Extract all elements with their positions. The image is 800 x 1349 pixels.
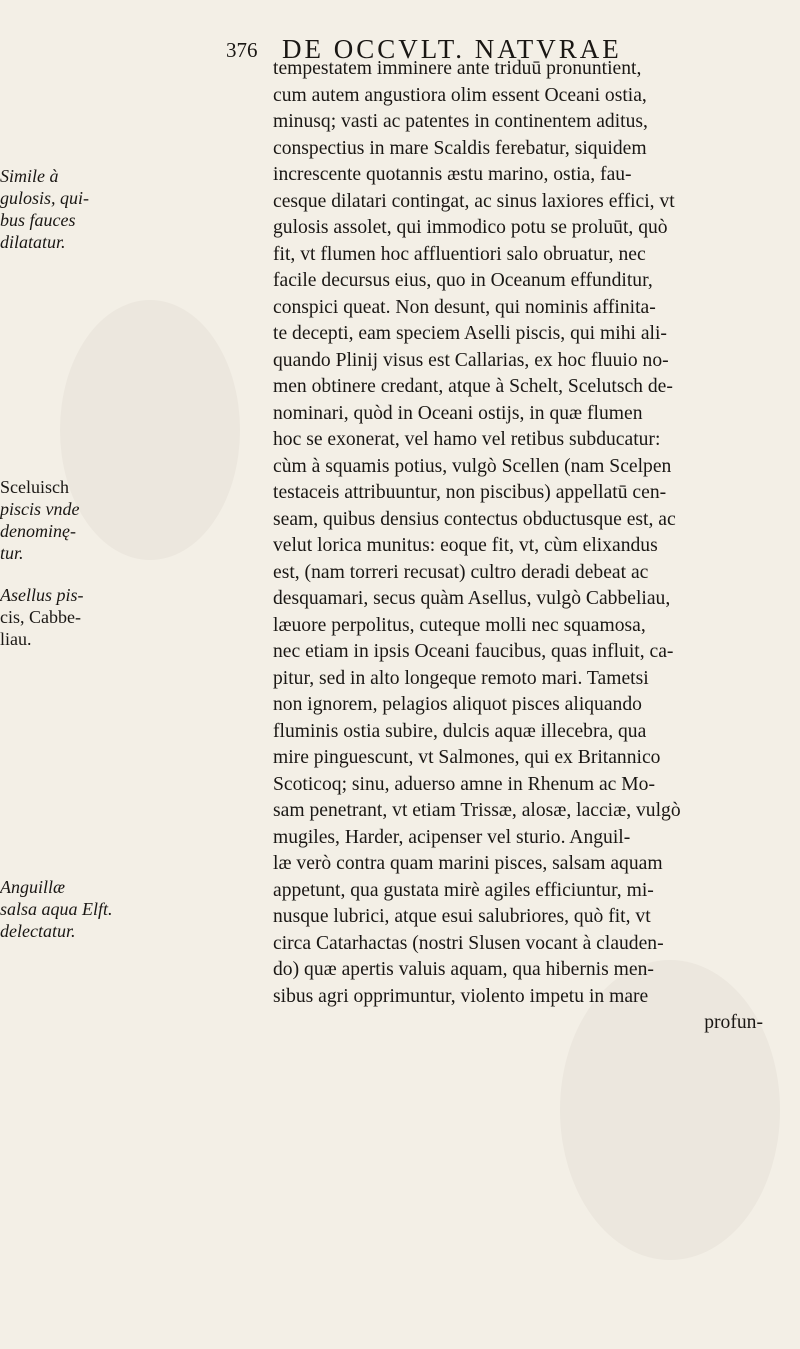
text-line: tempestatem imminere ante triduū pronuntient, [273,58,642,79]
margin-note [0,584,180,650]
text-line: nominari, quòd in Oceani ostijs, in quæ flumen [273,402,643,424]
text-line: non ignorem, pelagios aliquot pisces aliquando [273,694,642,715]
text-line: facile decursus eius, quo in Oceanum effunditur, [273,270,653,291]
margin-note-line: piscis vnde [0,499,80,519]
margin-note-line: liau. [0,629,32,649]
margin-note-line: Anguillæ [0,877,66,897]
text-line: Scoticoq; sinu, aduerso amne in Rhenum ac Mo- [273,773,656,795]
text-line: læ verò contra quam marini pisces, salsam aquam [273,853,663,874]
text-line: appetunt, qua gustata mirè agiles efficiuntur, mi- [273,879,654,901]
margin-note-line: Sceluisch [0,477,69,497]
text-line: desquamari, secus quàm Asellus, vulgò Cabbeliau, [273,588,671,609]
text-line: gulosis assolet, qui immodico potu se proluūt, quò [273,217,668,238]
text-line: cum autem angustiora olim essent Oceani ostia, [273,84,647,106]
page-number: 376 [226,38,258,62]
margin-note-line: denominę- [0,521,76,541]
text-line: mire pinguescunt, vt Salmones, qui ex Britannico [273,747,661,768]
margin-note-line: delectatur. [0,921,76,941]
text-line: nec etiam in ipsis Oceani faucibus, quas influit, ca- [273,641,674,662]
text-line: pitur, sed in alto longeque remoto mari. Tametsi [273,667,649,689]
text-line: cùm à squamis potius, vulgò Scellen (nam Scelpen [273,455,672,477]
text-line: fluminis ostia subire, dulcis aquæ illecebra, qua [273,720,647,742]
margin-note-line: salsa aqua Elft. [0,899,113,919]
margin-note-line: tur. [0,543,24,563]
text-line: conspici queat. Non desunt, qui nominis affinita- [273,296,656,318]
margin-note [0,476,180,564]
text-line: velut lorica munitus: eoque fit, vt, cùm elixandus [273,535,658,556]
text-line: nusque lubrici, atque esui salubriores, quò fit, vt [273,906,651,927]
body-text [273,56,793,1037]
text-line: circa Catarhactas (nostri Slusen vocant à clauden- [273,932,664,954]
text-line: est, (nam torreri recusat) cultro deradi debeat ac [273,561,649,583]
text-line: hoc se exonerat, vel hamo vel retibus subducatur: [273,429,661,450]
text-line: seam, quibus densius contectus obductusque est, ac [273,508,676,530]
text-line: sam penetrant, vt etiam Trissæ, alosæ, lacciæ, vulgò [273,800,681,821]
text-line: men obtinere credant, atque à Schelt, Scelutsch de- [273,376,673,397]
margin-note-line: Asellus pis- [0,585,84,605]
text-line: fit, vt flumen hoc affluentiori salo obruatur, nec [273,243,646,265]
text-line: mugiles, Harder, acipenser vel sturio. Anguil- [273,826,631,848]
text-line: quando Plinij visus est Callarias, ex hoc fluuio no- [273,349,669,371]
text-line: testaceis attribuuntur, non piscibus) appellatū cen- [273,482,667,503]
text-line: increscente quotannis æstu marino, ostia, fau- [273,164,632,185]
catchword: profun- [704,1012,763,1033]
running-head: DE OCCVLT. NATVRAE [282,34,622,64]
text-line: do) quæ apertis valuis aquam, qua hibernis men- [273,959,654,980]
text-line: sibus agri opprimuntur, violento impetu in mare [273,985,649,1007]
margin-note-line: bus fauces [0,210,76,230]
margin-note [0,165,180,253]
text-line: læuore perpolitus, cuteque molli nec squamosa, [273,614,646,636]
margin-note-line: cis, Cabbe- [0,607,81,627]
margin-note-line: Simile à [0,166,59,186]
text-line: minusq; vasti ac patentes in continentem aditus, [273,111,648,132]
margin-note [0,876,180,942]
margin-note-line: gulosis, qui- [0,188,90,208]
text-line: cesque dilatari contingat, ac sinus laxiores effici, vt [273,190,675,212]
margin-note-line: dilatatur. [0,232,66,252]
text-line: conspectius in mare Scaldis ferebatur, siquidem [273,137,647,159]
text-line: te decepti, eam speciem Aselli piscis, qui mihi ali- [273,323,667,344]
